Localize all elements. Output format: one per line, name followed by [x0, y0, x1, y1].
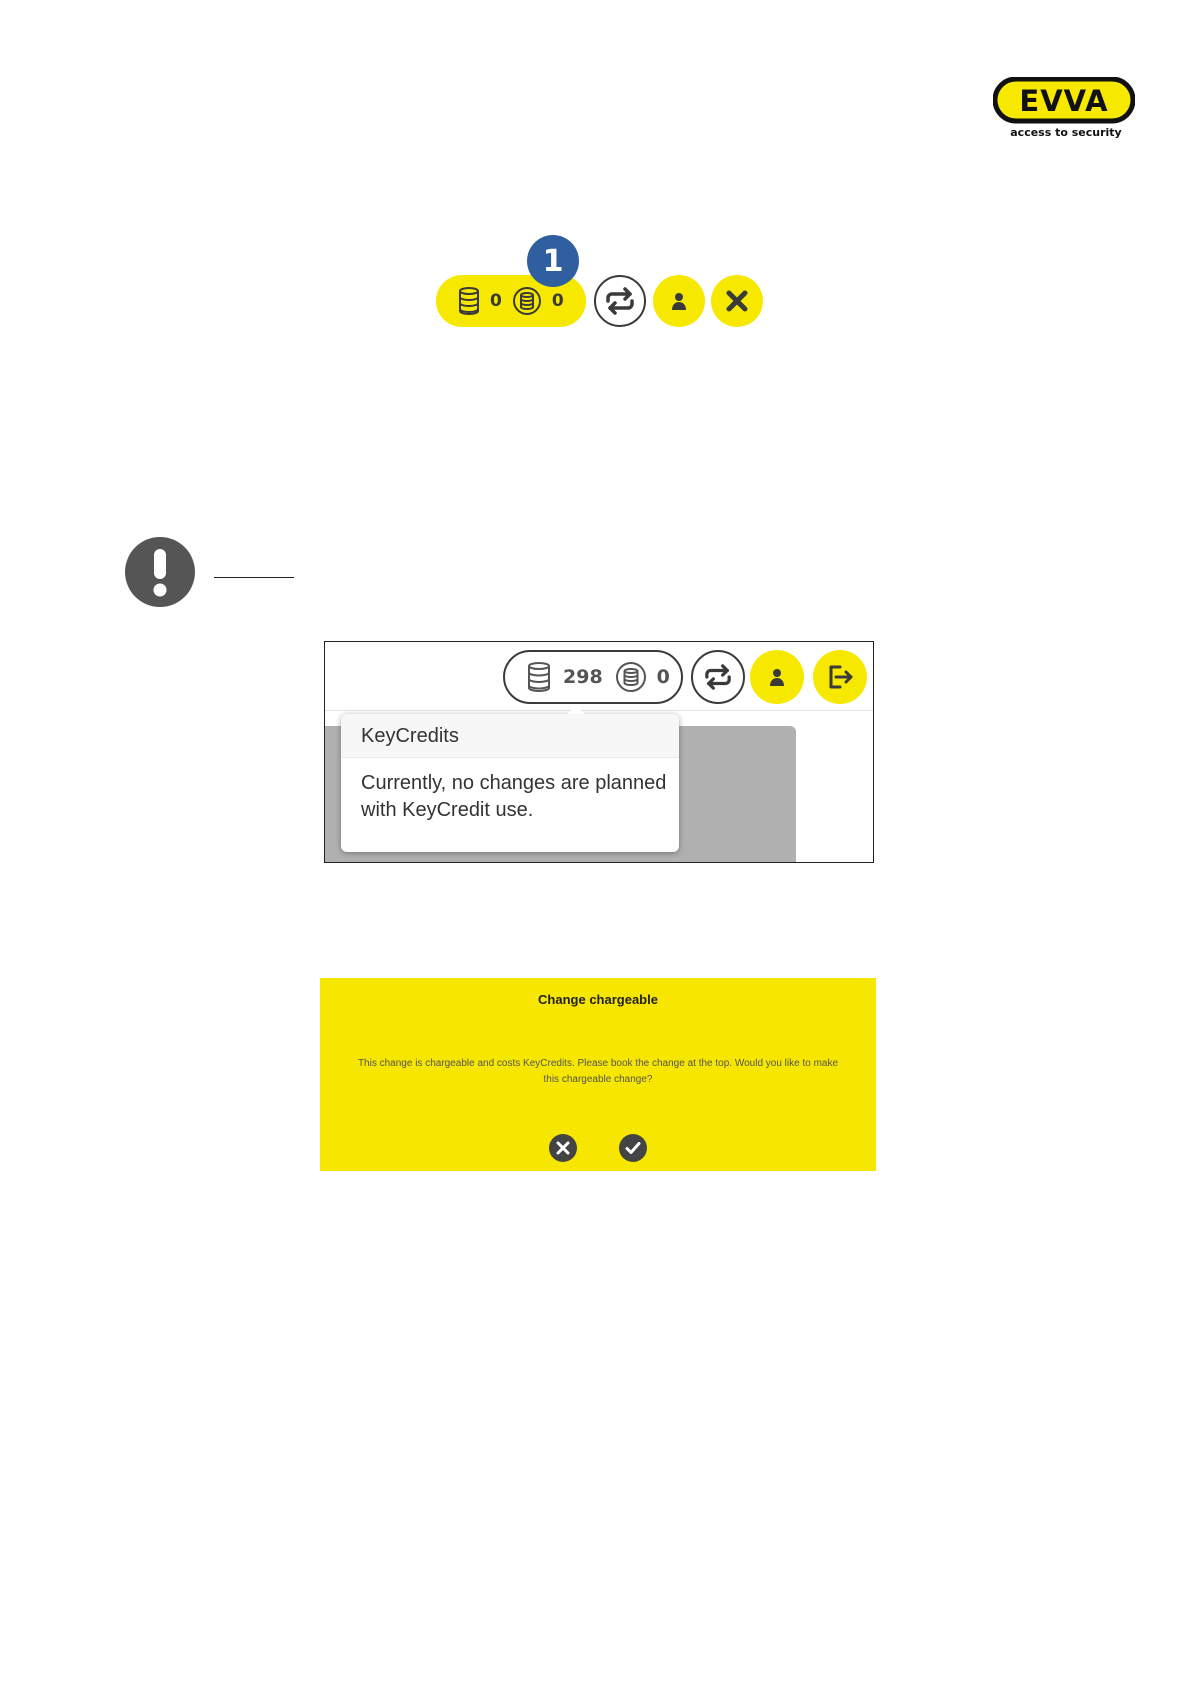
keycredits-count: 298 [563, 666, 603, 688]
close-icon [556, 1141, 570, 1155]
tooltip-title: KeyCredits [341, 714, 679, 758]
evva-logo [993, 77, 1135, 141]
close-icon [725, 289, 749, 313]
pending-credits-count: 0 [656, 666, 670, 688]
change-chargeable-dialog [320, 978, 876, 1171]
dialog-title: Change chargeable [538, 992, 658, 1007]
user-button[interactable] [750, 650, 804, 704]
tooltip-body [361, 770, 671, 824]
tooltip-line: Currently, no changes are planned [361, 772, 667, 794]
database-icon [458, 287, 480, 315]
sync-icon [604, 287, 636, 315]
confirm-button[interactable] [619, 1134, 647, 1162]
logout-button[interactable] [813, 650, 867, 704]
user-button[interactable] [653, 275, 705, 327]
dialog-message-line: This change is chargeable and costs KeyCredits. Please book the change at the top. Would you like to make [357, 1058, 839, 1069]
coin-icon [615, 661, 647, 693]
dialog-message-line: this chargeable change? [543, 1074, 653, 1085]
user-icon [770, 668, 784, 686]
user-icon [672, 292, 686, 310]
keycredits-tooltip-screenshot [324, 641, 874, 863]
keycredits-count: 0 [490, 291, 502, 311]
exclamation-icon [125, 537, 195, 607]
coin-icon [512, 286, 542, 316]
callout-badge: 1 [527, 235, 579, 287]
tooltip-line: with KeyCredit use. [361, 799, 534, 821]
pending-credits-count: 0 [551, 291, 564, 311]
sync-button[interactable] [594, 275, 646, 327]
database-icon [527, 662, 551, 692]
logout-icon [826, 664, 854, 690]
note-underline [214, 577, 294, 578]
keycredits-tooltip [341, 714, 679, 852]
sync-button[interactable] [691, 650, 745, 704]
sync-icon [703, 664, 733, 690]
checkmark-icon [625, 1141, 641, 1155]
logo-brand: EVVA [1019, 84, 1109, 118]
tooltip-arrow [567, 705, 585, 714]
dialog-message [338, 1056, 858, 1088]
close-button[interactable] [711, 275, 763, 327]
logo-tagline: access to security [1010, 126, 1122, 139]
keycredits-button[interactable] [503, 650, 683, 704]
header-divider [325, 710, 873, 711]
cancel-button[interactable] [549, 1134, 577, 1162]
